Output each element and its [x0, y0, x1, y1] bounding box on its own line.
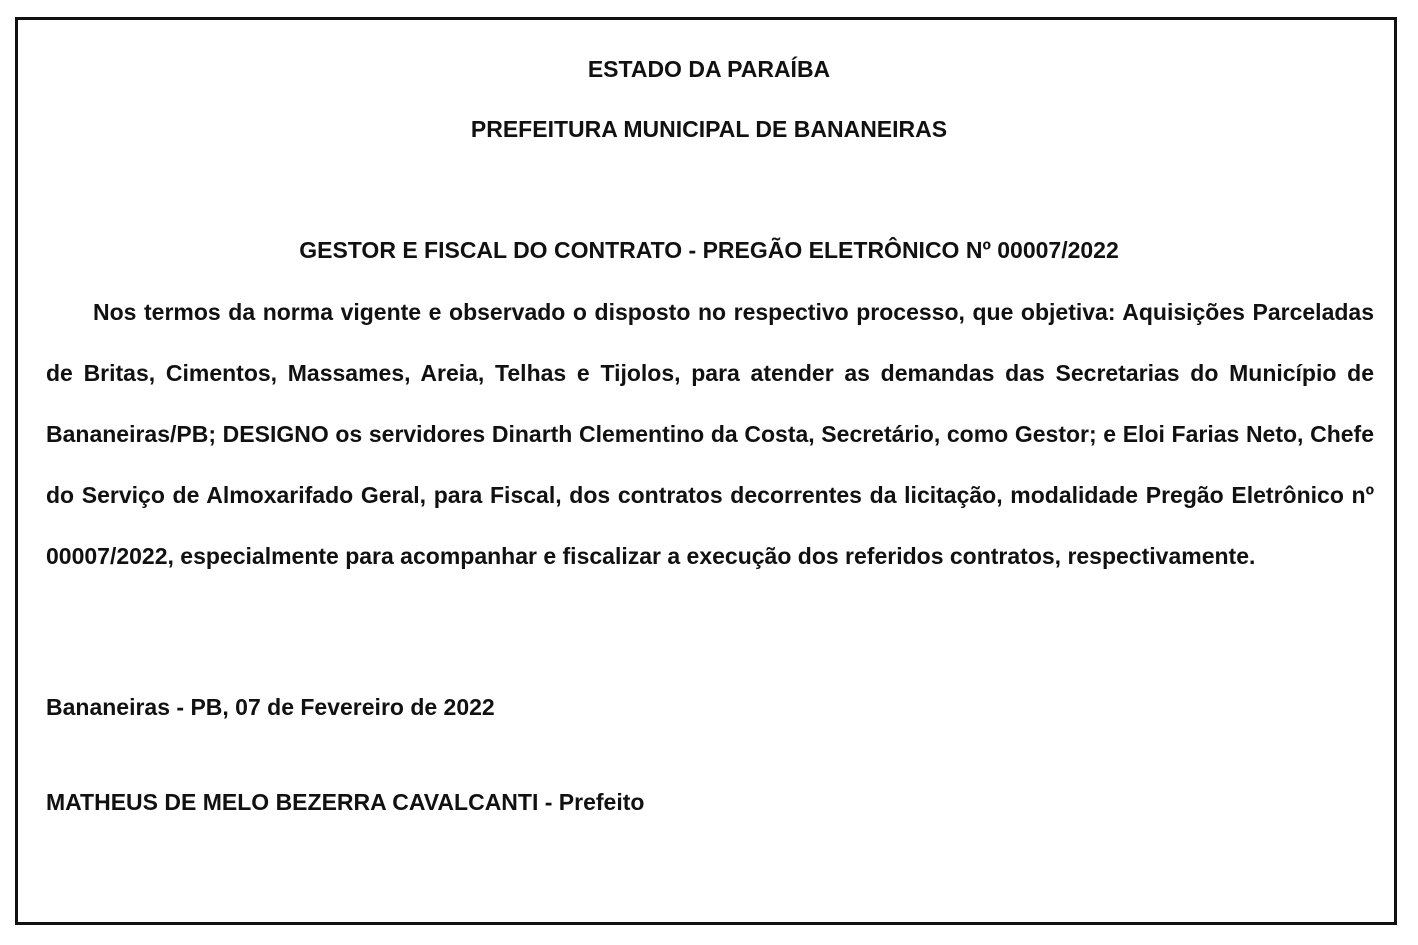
place-date: Bananeiras - PB, 07 de Fevereiro de 2022 — [46, 694, 495, 720]
document-frame — [15, 17, 1397, 925]
document-body: Nos termos da norma vigente e observado o disposto no respectivo processo, que objetiva: Aquisições Parceladas de Britas, Cimentos, Massames, Areia, Telhas e Tijolos, para atender as demandas das Secretarias do Município de Bananeiras/PB; DESIGNO os servidores Dinarth Clementino da Costa, Secretário, como Gestor; e Eloi Farias Neto, Chefe do Serviço de Almoxarifado Geral, para Fiscal, dos contratos decorrentes da licitação, modalidade Pregão Eletrônico nº 00007/2022, especialmente para acompanhar e fiscalizar a execução dos referidos contratos, respectivamente. — [46, 299, 1374, 569]
signature: MATHEUS DE MELO BEZERRA CAVALCANTI - Prefeito — [46, 789, 645, 815]
state-heading: ESTADO DA PARAÍBA — [587, 56, 831, 82]
document-title: GESTOR E FISCAL DO CONTRATO - PREGÃO ELETRÔNICO Nº 00007/2022 — [299, 237, 1119, 263]
municipality-heading: PREFEITURA MUNICIPAL DE BANANEIRAS — [470, 116, 948, 142]
